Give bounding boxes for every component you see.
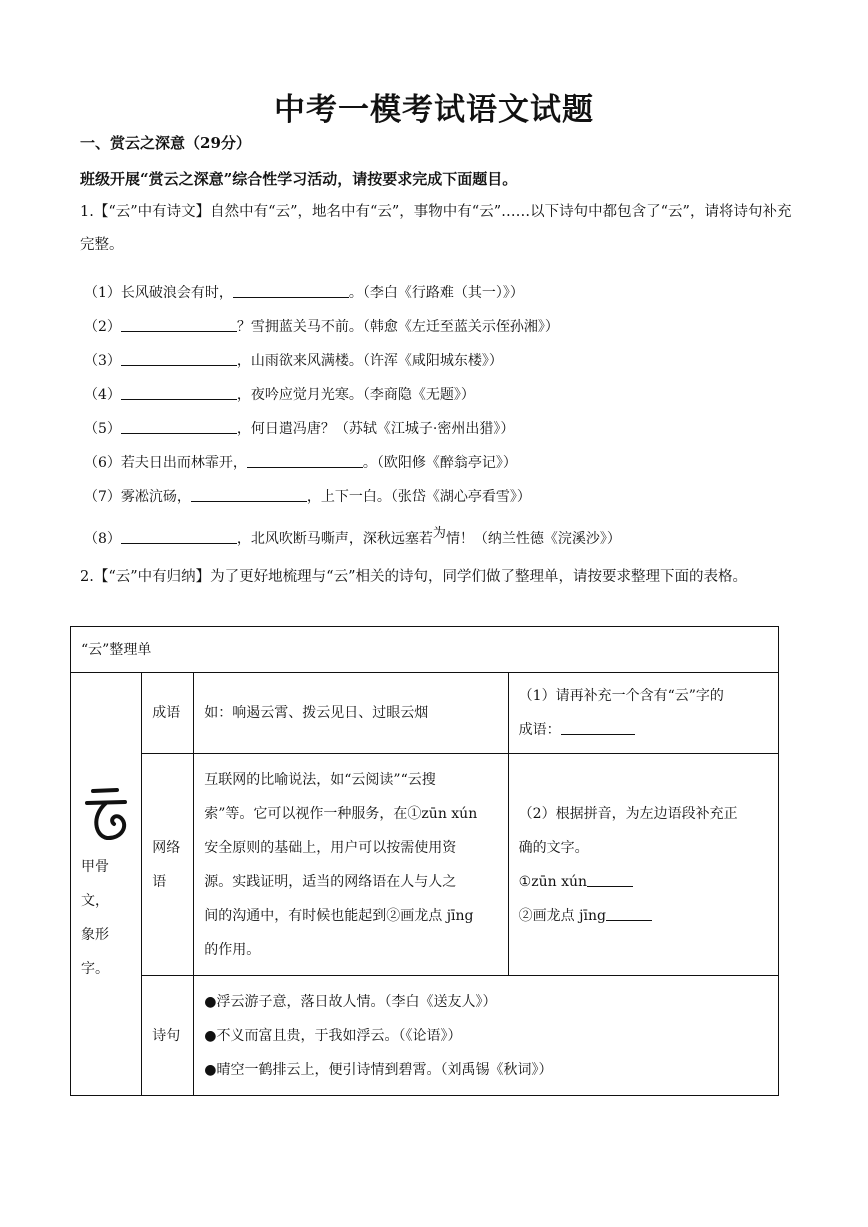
answer-blank[interactable] (606, 906, 652, 921)
question-1-item: （5） ，何日遣冯唐？（苏轼《江城子·密州出猎》） (84, 421, 515, 437)
question-1-item: （4） ，夜吟应觉月光寒。（李商隐《无题》） (84, 387, 475, 403)
question-1-item: （2） ？雪拥蓝关马不前。（韩愈《左迁至蓝关示侄孙湘》） (84, 319, 559, 335)
glyph-caption: 象形字。 (81, 927, 109, 977)
row-content: ●浮云游子意，落日故人情。（李白《送友人》） ●不义而富且贵，于我如浮云。（《论语》） ●晴空一鹤排云上，便引诗情到碧霄。（刘禹锡《秋词》） (194, 976, 779, 1096)
row-label: 诗句 (142, 976, 194, 1096)
answer-blank[interactable] (121, 529, 237, 544)
answer-blank[interactable] (587, 872, 633, 887)
row-label: 成语 (142, 673, 194, 754)
section-heading: 一、赏云之深意（29分） (80, 134, 251, 152)
row-content: 互联网的比喻说法，如“云阅读”“云搜 索”等。它可以视作一种服务，在①zūn xún 安全原则的基础上，用户可以按需使用资 源。实践证明，适当的网络语在人与人之 间的沟通中，有时候也能起到②画龙点 jīng 的作用。 (194, 754, 508, 976)
oracle-bone-cell (71, 673, 142, 1096)
question-1-item: （1）长风破浪会有时， 。（李白《行路难（其一）》） (84, 285, 524, 301)
answer-blank[interactable] (247, 453, 363, 468)
section-intro: 班级开展“赏云之深意”综合性学习活动，请按要求完成下面题目。 (80, 170, 518, 188)
answer-blank[interactable] (121, 385, 237, 400)
glyph-caption: 甲骨文， (81, 859, 109, 909)
answer-blank[interactable] (121, 419, 237, 434)
answer-blank[interactable] (561, 720, 635, 735)
answer-blank[interactable] (121, 351, 237, 366)
question-1-item: （8） ，北风吹断马嘶声，深秋远塞若为情！（纳兰性德《浣溪沙》） (84, 526, 621, 547)
question-2-text: 2.【“云”中有归纳】为了更好地梳理与“云”相关的诗句，同学们做了整理单，请按要求整理下面的表格。 (80, 569, 747, 585)
row-task: （1）请再补充一个含有“云”字的 成语： (508, 673, 778, 754)
cloud-summary-table (70, 626, 779, 1096)
answer-blank[interactable] (233, 283, 349, 298)
oracle-bone-cloud-icon (81, 782, 135, 844)
page-title: 中考一模考试语文试题 (274, 92, 594, 128)
row-content: 如：响遏云霄、拨云见日、过眼云烟 (194, 673, 508, 754)
question-1-text: 1.【“云”中有诗文】自然中有“云”，地名中有“云”，事物中有“云”……以下诗句中都包含了“云”，请将诗句补充完整。 (80, 204, 792, 253)
question-1-item: （3） ，山雨欲来风满楼。（许浑《咸阳城东楼》） (84, 353, 503, 369)
row-task: （2）根据拼音，为左边语段补充正 确的文字。 ①zūn xún ②画龙点 jīng (508, 754, 778, 976)
answer-blank[interactable] (121, 317, 237, 332)
question-1-item: （6）若夫日出而林霏开， 。（欧阳修《醉翁亭记》） (84, 455, 517, 471)
table-header: “云”整理单 (71, 627, 779, 673)
question-1-item: （7）雾凇沆砀， ，上下一白。（张岱《湖心亭看雪》） (84, 489, 531, 505)
row-label: 网络语 (142, 754, 194, 976)
answer-blank[interactable] (191, 487, 307, 502)
